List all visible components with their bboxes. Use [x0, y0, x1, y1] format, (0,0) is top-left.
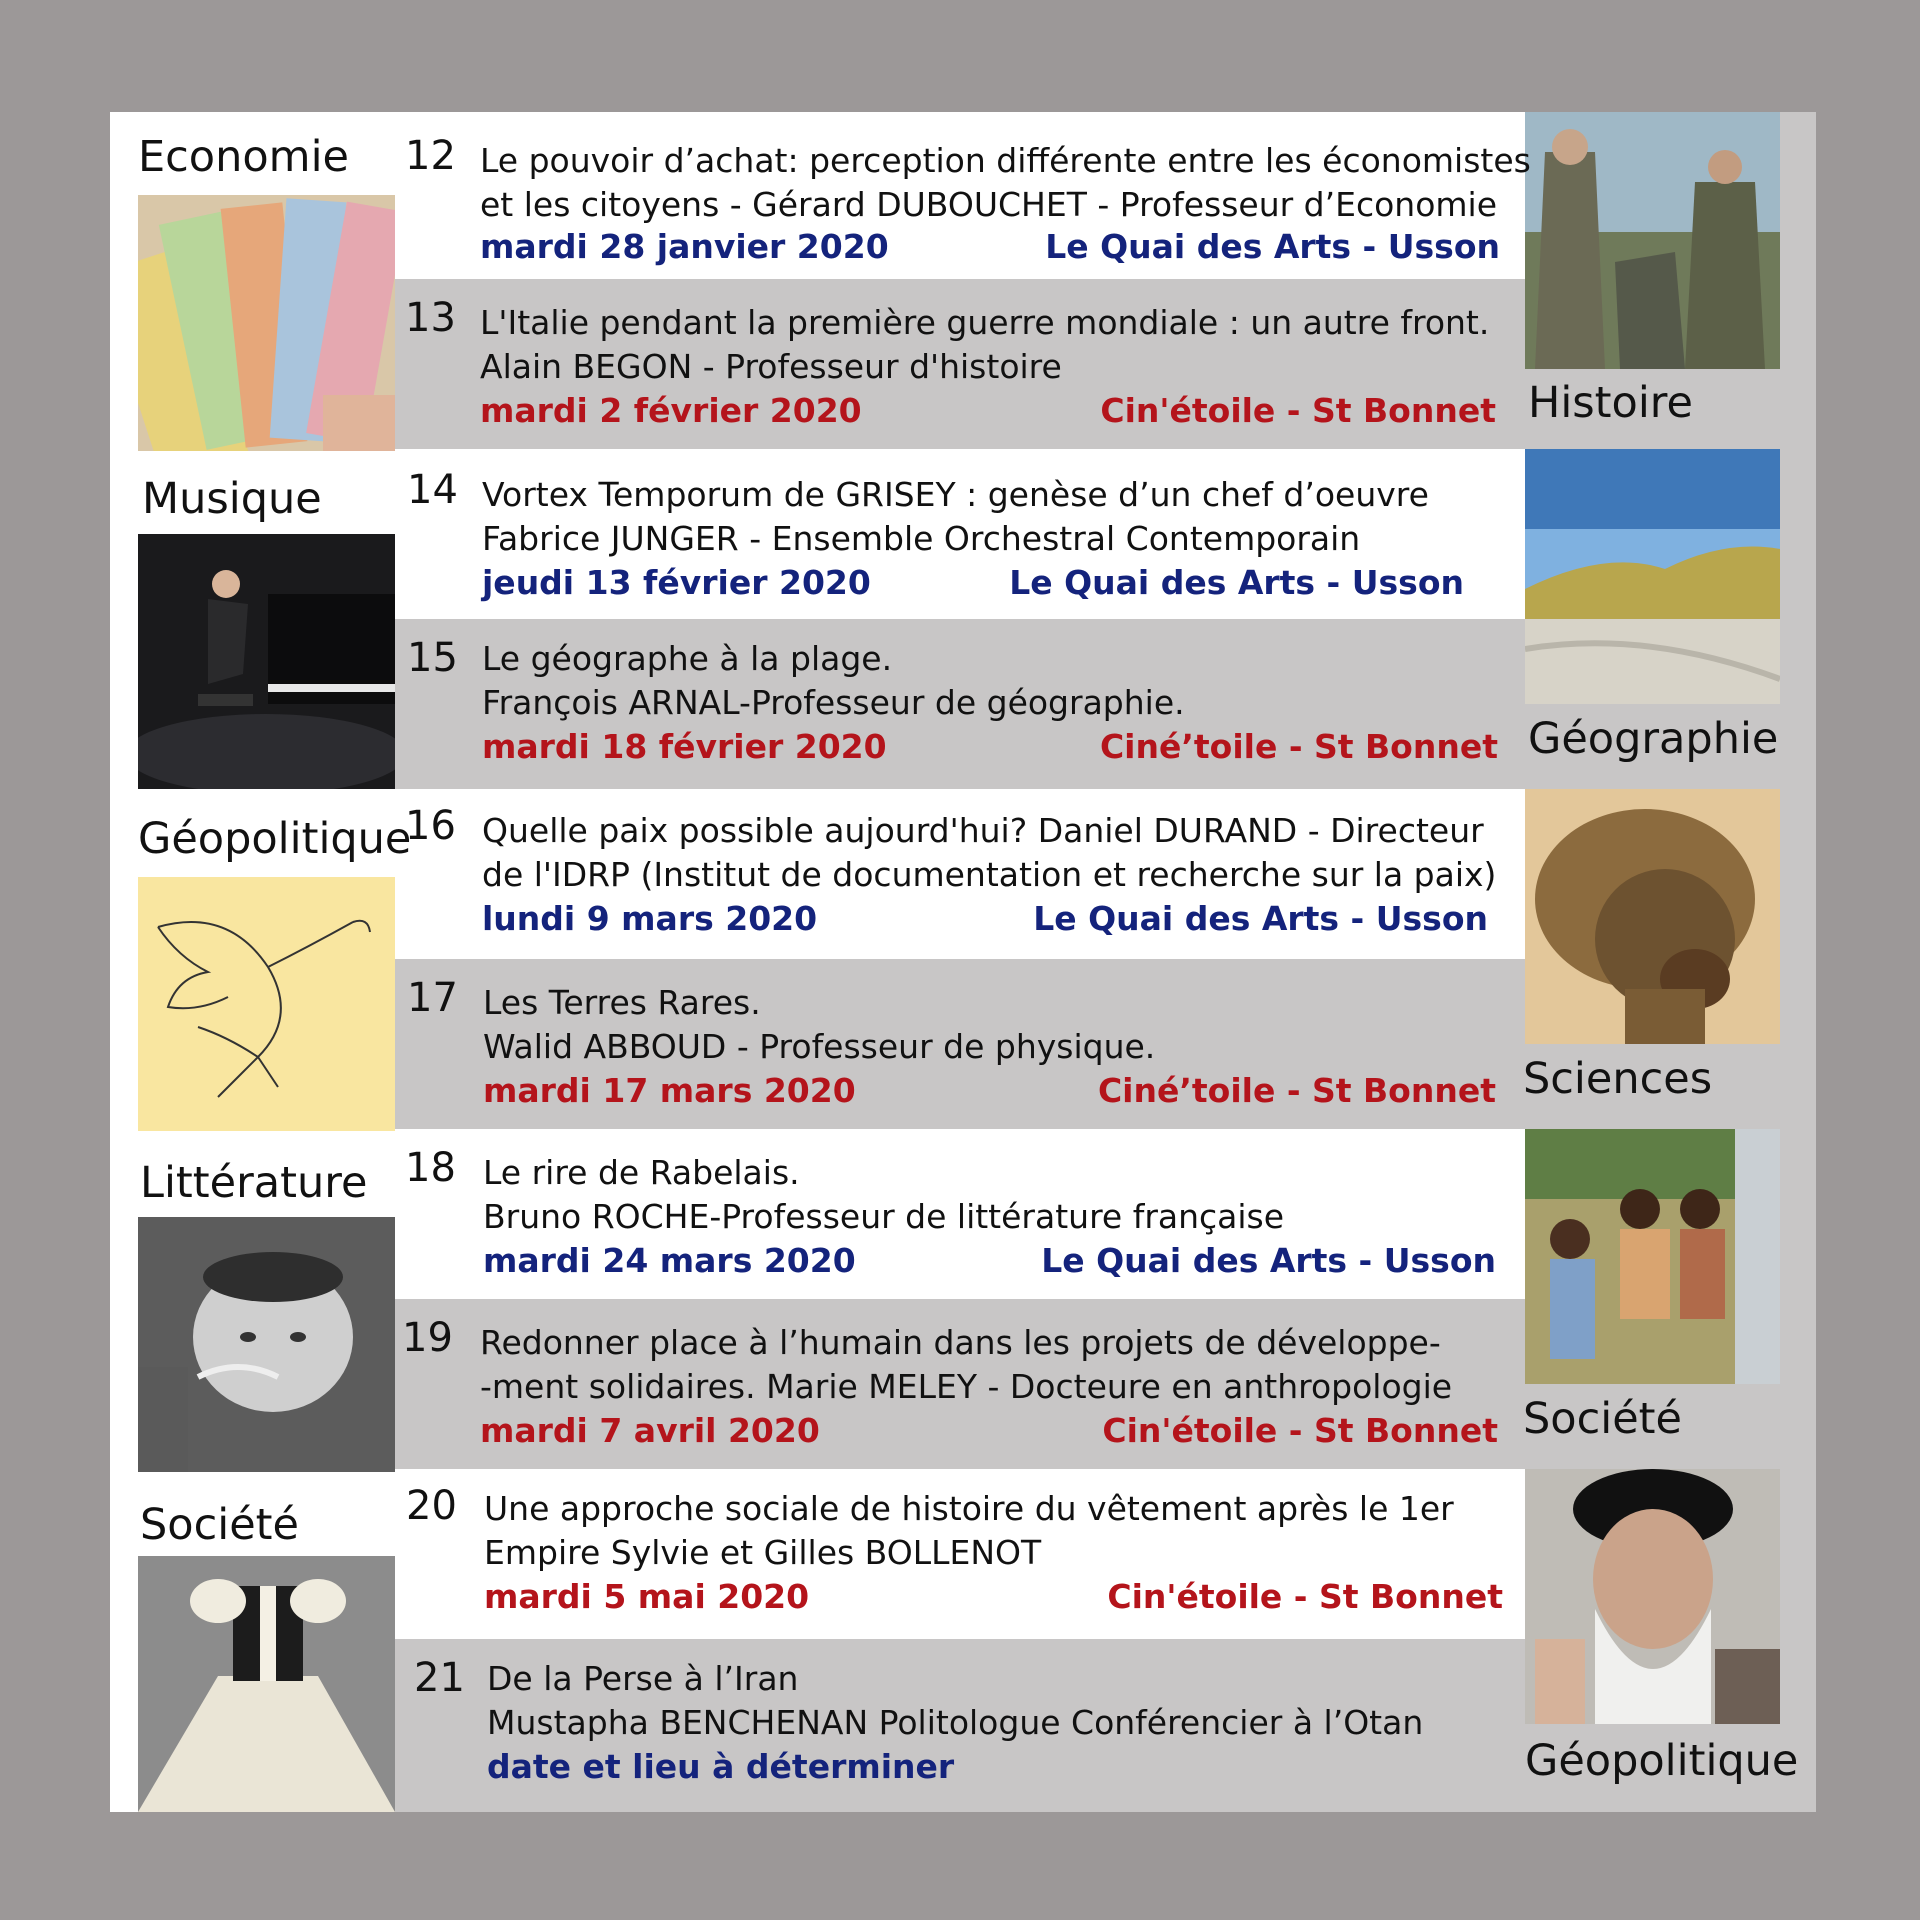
- event-venue: Le Quai des Arts - Usson: [1041, 1241, 1496, 1280]
- event-date: mardi 28 janvier 2020: [480, 227, 889, 266]
- event-number: 18: [405, 1145, 456, 1191]
- pianist-image: [138, 534, 395, 789]
- event-speaker: Mustapha BENCHENAN Politologue Conférencier à l’Otan: [487, 1703, 1424, 1742]
- event-date: mardi 2 février 2020: [480, 391, 862, 430]
- category-label: Société: [140, 1500, 299, 1550]
- category-label: Histoire: [1528, 378, 1693, 428]
- portrait-image: [1525, 1469, 1780, 1724]
- event-speaker: Bruno ROCHE-Professeur de littérature française: [483, 1197, 1285, 1236]
- event-title: De la Perse à l’Iran: [487, 1659, 799, 1698]
- event-title: Le géographe à la plage.: [482, 639, 893, 678]
- beach-dunes-image: [1525, 449, 1780, 704]
- event-venue: Le Quai des Arts - Usson: [1033, 899, 1488, 938]
- peace-dove-image: [138, 877, 395, 1131]
- event-speaker: François ARNAL-Professeur de géographie.: [482, 683, 1185, 722]
- event-number: 14: [407, 467, 458, 513]
- event-date: mardi 7 avril 2020: [480, 1411, 820, 1450]
- program-poster: [110, 112, 1816, 1812]
- event-speaker: Fabrice JUNGER - Ensemble Orchestral Contemporain: [482, 519, 1361, 558]
- event-number: 17: [407, 975, 458, 1021]
- event-date: jeudi 13 février 2020: [482, 563, 871, 602]
- category-label: Economie: [138, 132, 349, 182]
- event-venue: Ciné’toile - St Bonnet: [1097, 1071, 1496, 1110]
- event-venue: Cin'étoile - St Bonnet: [1102, 1411, 1498, 1450]
- event-title: Quelle paix possible aujourd'hui? Daniel DURAND - Directeur: [482, 811, 1484, 850]
- event-title: Vortex Temporum de GRISEY : genèse d’un chef d’oeuvre: [482, 475, 1429, 514]
- event-title: Une approche sociale de histoire du vêtement après le 1er: [484, 1489, 1454, 1528]
- event-number: 19: [402, 1315, 453, 1361]
- event-speaker: Walid ABBOUD - Professeur de physique.: [483, 1027, 1156, 1066]
- event-number: 12: [405, 133, 456, 179]
- event-date: date et lieu à déterminer: [487, 1747, 955, 1786]
- event-title: Le rire de Rabelais.: [483, 1153, 800, 1192]
- event-number: 21: [414, 1655, 465, 1701]
- category-label: Musique: [142, 474, 322, 524]
- category-label: Société: [1523, 1394, 1682, 1444]
- event-date: mardi 18 février 2020: [482, 727, 887, 766]
- rabelais-engraving-image: [138, 1217, 395, 1472]
- event-number: 16: [405, 803, 456, 849]
- event-date: mardi 5 mai 2020: [484, 1577, 810, 1616]
- event-date: mardi 24 mars 2020: [483, 1241, 856, 1280]
- event-speaker: Empire Sylvie et Gilles BOLLENOT: [484, 1533, 1042, 1572]
- event-number: 13: [405, 295, 456, 341]
- event-speaker: et les citoyens - Gérard DUBOUCHET - Professeur d’Economie: [480, 185, 1498, 224]
- event-title: L'Italie pendant la première guerre mondiale : un autre front.: [480, 303, 1490, 342]
- event-date: lundi 9 mars 2020: [482, 899, 818, 938]
- event-date: mardi 17 mars 2020: [483, 1071, 856, 1110]
- event-speaker: Alain BEGON - Professeur d'histoire: [480, 347, 1062, 386]
- event-title: Redonner place à l’humain dans les projets de développe-: [480, 1323, 1441, 1362]
- category-label: Géopolitique: [1525, 1736, 1799, 1786]
- event-title: Le pouvoir d’achat: perception différente entre les économistes: [480, 141, 1531, 180]
- category-label: Sciences: [1523, 1054, 1713, 1104]
- soldiers-image: [1525, 112, 1780, 369]
- category-label: Géopolitique: [138, 814, 412, 864]
- event-venue: Le Quai des Arts - Usson: [1009, 563, 1464, 602]
- category-label: Géographie: [1528, 714, 1779, 764]
- event-number: 15: [407, 635, 458, 681]
- children-water-image: [1525, 1129, 1780, 1384]
- event-venue: Cin'étoile - St Bonnet: [1107, 1577, 1503, 1616]
- category-label: Littérature: [140, 1158, 368, 1208]
- event-venue: Ciné’toile - St Bonnet: [1099, 727, 1498, 766]
- event-number: 20: [406, 1483, 457, 1529]
- mud-worker-image: [1525, 789, 1780, 1044]
- event-speaker: -ment solidaires. Marie MELEY - Docteure en anthropologie: [480, 1367, 1453, 1406]
- event-title: Les Terres Rares.: [483, 983, 761, 1022]
- banknotes-image: [138, 195, 395, 451]
- historic-dress-image: [138, 1556, 395, 1812]
- event-venue: Le Quai des Arts - Usson: [1045, 227, 1500, 266]
- event-venue: Cin'étoile - St Bonnet: [1100, 391, 1496, 430]
- event-speaker: de l'IDRP (Institut de documentation et recherche sur la paix): [482, 855, 1497, 894]
